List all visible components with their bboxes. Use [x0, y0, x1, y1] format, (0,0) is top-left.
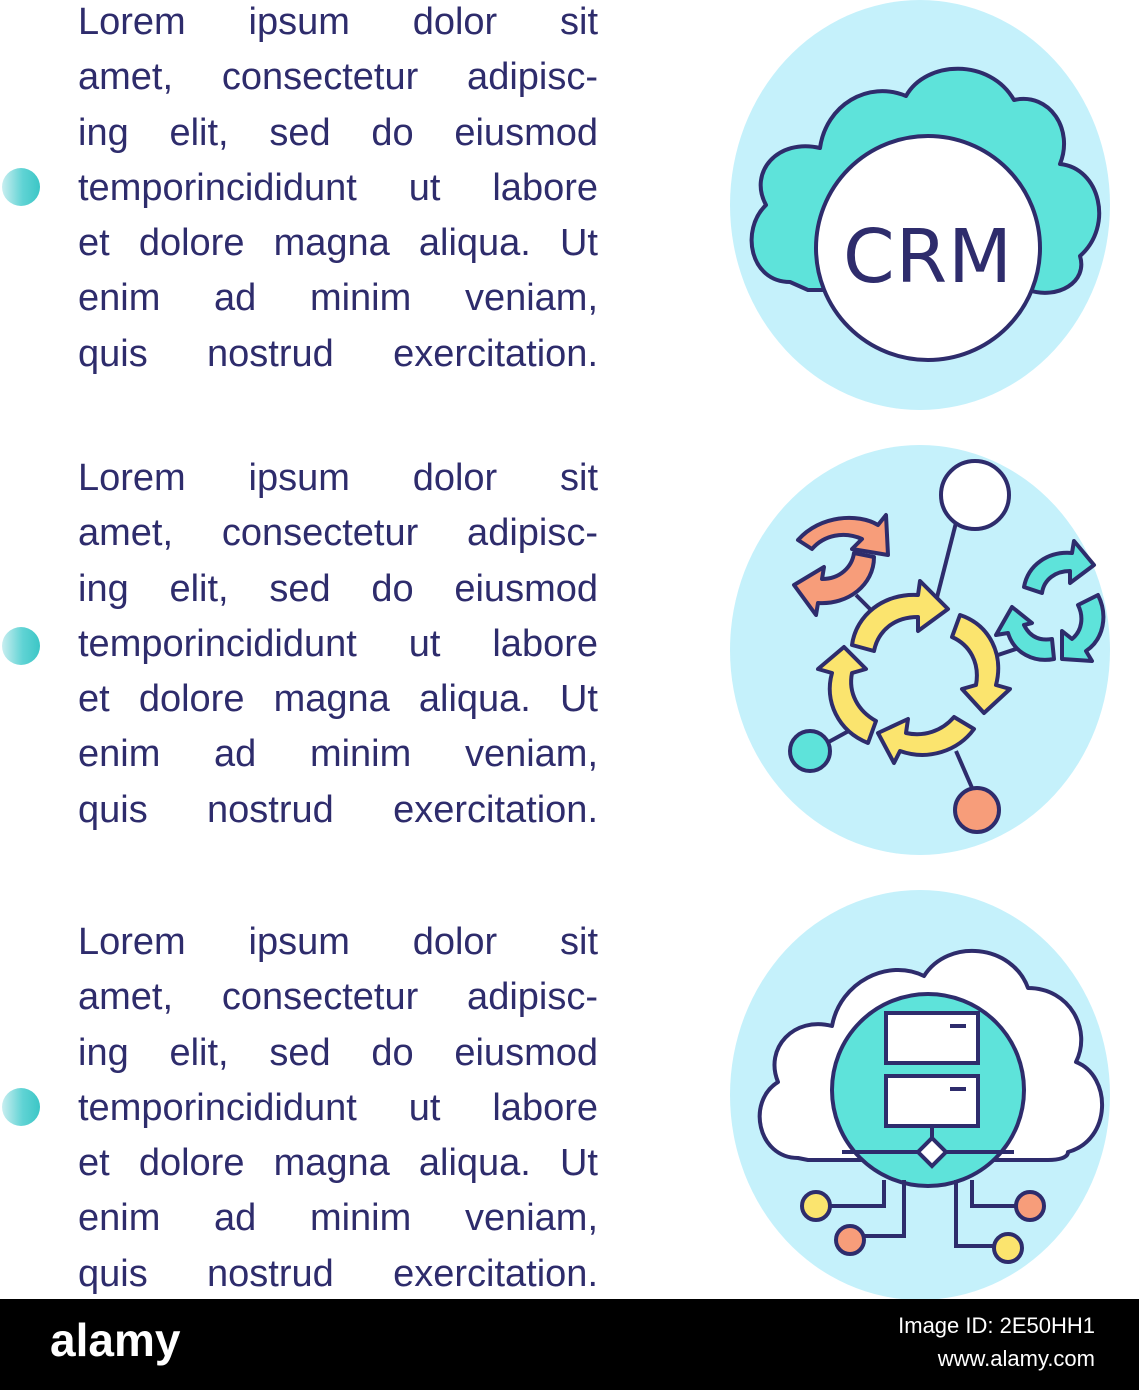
text-line: amet, consectetur adipisc- — [78, 512, 598, 555]
cloud-server-icon — [728, 890, 1112, 1300]
text-line: temporincididunt ut labore — [78, 166, 598, 209]
text-line: quis nostrud exercitation. — [78, 788, 598, 831]
site-url: www.alamy.com — [937, 1346, 1095, 1371]
text-line: enim ad minim veniam, — [78, 277, 598, 320]
image-id: Image ID: 2E50HH1 — [898, 1313, 1095, 1338]
process-network-icon — [728, 445, 1112, 855]
bullet-dot — [2, 168, 40, 206]
stock-image-info — [898, 1309, 1095, 1375]
text-line: ing elit, sed do eiusmod — [78, 111, 598, 154]
text-line: temporincididunt ut labore — [78, 1086, 598, 1129]
text-line: et dolore magna aliqua. Ut — [78, 1142, 598, 1185]
text-line: ing elit, sed do eiusmod — [78, 567, 598, 610]
paragraph-1 — [78, 0, 598, 382]
text-line: et dolore magna aliqua. Ut — [78, 678, 598, 721]
text-line: Lorem ipsum dolor sit — [78, 921, 598, 963]
crm-label: CRM — [843, 214, 1013, 300]
text-line: quis nostrud exercitation. — [78, 332, 598, 375]
text-line: amet, consectetur adipisc- — [78, 56, 598, 99]
feature-row-3 — [0, 920, 1139, 1360]
paragraph-2 — [78, 451, 598, 838]
text-line: Lorem ipsum dolor sit — [78, 1, 598, 43]
text-line: ing elit, sed do eiusmod — [78, 1031, 598, 1074]
text-line: quis nostrud exercitation. — [78, 1252, 598, 1295]
paragraph-3 — [78, 915, 598, 1302]
text-line: temporincididunt ut labore — [78, 622, 598, 665]
bullet-dot — [2, 627, 40, 665]
bullet-dot — [2, 1088, 40, 1126]
text-line: et dolore magna aliqua. Ut — [78, 222, 598, 265]
text-line: Lorem ipsum dolor sit — [78, 457, 598, 499]
watermark-footer — [0, 1299, 1139, 1390]
crm-cloud-icon — [728, 0, 1112, 410]
feature-row-1 — [0, 0, 1139, 440]
alamy-logo: alamy — [50, 1314, 181, 1366]
text-line: enim ad minim veniam, — [78, 1197, 598, 1240]
feature-row-2 — [0, 455, 1139, 895]
text-line: enim ad minim veniam, — [78, 733, 598, 776]
text-line: amet, consectetur adipisc- — [78, 976, 598, 1019]
